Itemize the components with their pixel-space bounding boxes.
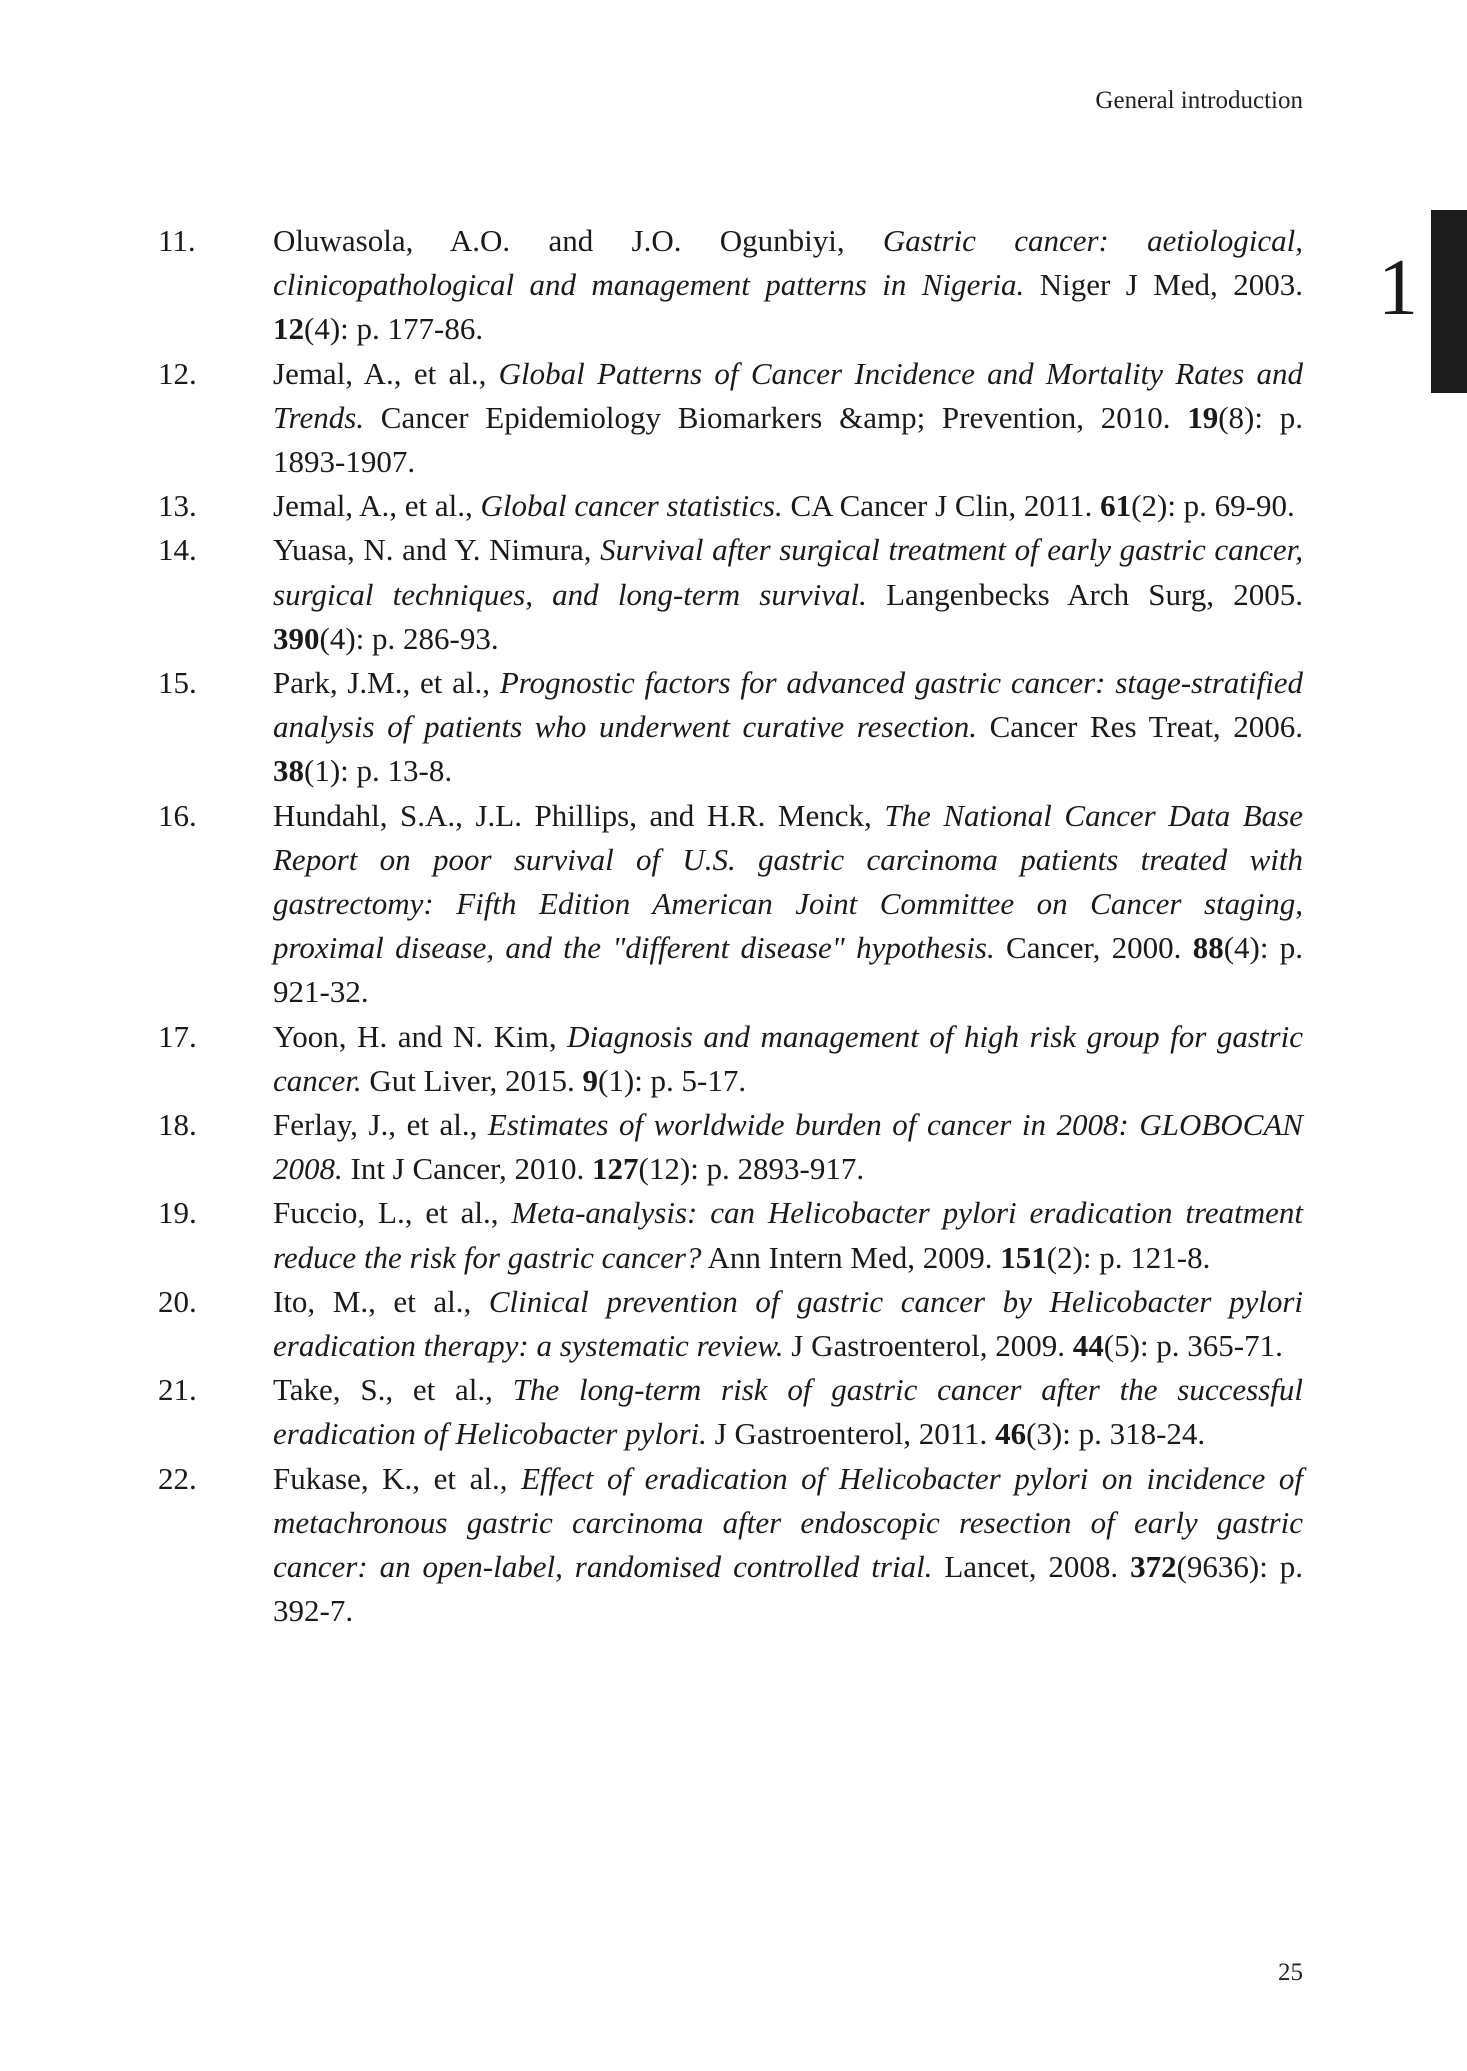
reference-item bbox=[158, 1457, 1303, 1634]
reference-title: Global cancer statistics. bbox=[480, 488, 783, 524]
reference-source: J Gastroenterol, 2011. bbox=[706, 1416, 996, 1452]
reference-volume: 9 bbox=[582, 1062, 599, 1098]
reference-text bbox=[273, 1457, 1303, 1634]
reference-number: 13. bbox=[158, 488, 197, 524]
reference-title: The long-term risk of gastric cancer after the successful eradication of Helicobacter pylori. bbox=[273, 1372, 1303, 1452]
reference-number: 17. bbox=[158, 1018, 197, 1054]
reference-text bbox=[273, 484, 1303, 528]
reference-authors: Fukase, K., et al., bbox=[273, 1460, 522, 1496]
reference-volume: 372 bbox=[1130, 1549, 1177, 1585]
reference-pages: (8): p. 1893-1907. bbox=[273, 399, 1303, 480]
reference-text bbox=[273, 352, 1303, 485]
reference-list bbox=[158, 219, 1303, 1634]
reference-volume: 390 bbox=[273, 620, 320, 656]
reference-authors: Park, J.M., et al., bbox=[273, 665, 500, 701]
reference-pages: (4): p. 286-93. bbox=[319, 620, 499, 656]
reference-volume: 12 bbox=[273, 311, 304, 347]
reference-volume: 38 bbox=[273, 753, 304, 789]
reference-number: 18. bbox=[158, 1107, 197, 1143]
reference-title: Meta-analysis: can Helicobacter pylori eradication treatment reduce the risk for gastric cancer? bbox=[273, 1195, 1303, 1275]
reference-source: Ann Intern Med, 2009. bbox=[701, 1239, 1001, 1275]
reference-number: 15. bbox=[158, 665, 197, 701]
reference-number: 12. bbox=[158, 355, 197, 391]
reference-text bbox=[273, 1368, 1303, 1456]
reference-title: Clinical prevention of gastric cancer by Helicobacter pylori eradication therapy: a systematic review. bbox=[273, 1283, 1303, 1364]
reference-item bbox=[158, 661, 1303, 794]
reference-item bbox=[158, 528, 1303, 661]
reference-pages: (12): p. 2893-917. bbox=[638, 1151, 865, 1187]
reference-source: J Gastroenterol, 2009. bbox=[783, 1328, 1073, 1364]
reference-number: 21. bbox=[158, 1372, 197, 1408]
reference-volume: 44 bbox=[1072, 1328, 1104, 1364]
chapter-tab-marker bbox=[1431, 210, 1467, 393]
reference-authors: Ito, M., et al., bbox=[273, 1283, 489, 1319]
reference-title: Survival after surgical treatment of early gastric cancer, surgical techniques, and long-term survival. bbox=[273, 532, 1303, 612]
reference-title: Global Patterns of Cancer Incidence and Mortality Rates and Trends. bbox=[273, 355, 1303, 435]
reference-pages: (2): p. 69-90. bbox=[1131, 488, 1295, 524]
reference-pages: (4): p. 177-86. bbox=[304, 311, 484, 347]
reference-item bbox=[158, 484, 1303, 528]
reference-item bbox=[158, 1191, 1303, 1279]
reference-pages: (4): p. 921-32. bbox=[273, 930, 1303, 1010]
reference-text bbox=[273, 794, 1303, 1015]
page-number: 25 bbox=[1278, 1959, 1303, 1986]
reference-authors: Ferlay, J., et al., bbox=[273, 1107, 488, 1143]
reference-text bbox=[273, 528, 1303, 661]
reference-number: 16. bbox=[158, 797, 197, 833]
reference-volume: 88 bbox=[1192, 930, 1224, 966]
reference-source: Cancer Res Treat, 2006. bbox=[976, 709, 1303, 745]
reference-item bbox=[158, 1368, 1303, 1456]
reference-source: Niger J Med, 2003. bbox=[1024, 267, 1303, 303]
reference-source: Int J Cancer, 2010. bbox=[342, 1151, 593, 1187]
reference-text bbox=[273, 1280, 1303, 1368]
reference-volume: 46 bbox=[995, 1416, 1027, 1452]
reference-pages: (1): p. 5-17. bbox=[598, 1062, 747, 1098]
reference-title: Prognostic factors for advanced gastric cancer: stage-stratified analysis of patients who underwent curative resection. bbox=[273, 665, 1303, 745]
reference-volume: 61 bbox=[1100, 488, 1132, 524]
reference-source: Langenbecks Arch Surg, 2005. bbox=[866, 576, 1303, 612]
reference-authors: Take, S., et al., bbox=[273, 1372, 513, 1408]
reference-title: The National Cancer Data Base Report on poor survival of U.S. gastric carcinoma patients treated with gastrectomy: Fifth Edition American Joint Committee on Cancer staging, proximal disease, and the "different disease" hypothesis. bbox=[273, 797, 1303, 966]
reference-text bbox=[273, 1191, 1303, 1279]
reference-item bbox=[158, 1103, 1303, 1191]
chapter-number: 1 bbox=[1378, 244, 1418, 332]
reference-authors: Yoon, H. and N. Kim, bbox=[273, 1018, 568, 1054]
reference-pages: (9636): p. 392-7. bbox=[273, 1549, 1304, 1629]
reference-source: Cancer Epidemiology Biomarkers &amp; Prevention, 2010. bbox=[364, 399, 1188, 435]
reference-item bbox=[158, 1015, 1303, 1103]
reference-item bbox=[158, 352, 1303, 485]
reference-authors: Fuccio, L., et al., bbox=[273, 1195, 512, 1231]
reference-source: CA Cancer J Clin, 2011. bbox=[782, 488, 1101, 524]
reference-number: 22. bbox=[158, 1460, 197, 1496]
reference-number: 19. bbox=[158, 1195, 197, 1231]
reference-title: Diagnosis and management of high risk group for gastric cancer. bbox=[273, 1018, 1303, 1098]
reference-source: Gut Liver, 2015. bbox=[361, 1062, 583, 1098]
reference-number: 14. bbox=[158, 532, 197, 568]
reference-item bbox=[158, 219, 1303, 352]
reference-source: Lancet, 2008. bbox=[932, 1549, 1131, 1585]
reference-text bbox=[273, 1103, 1303, 1191]
reference-number: 20. bbox=[158, 1283, 197, 1319]
reference-authors: Yuasa, N. and Y. Nimura, bbox=[273, 532, 601, 568]
reference-number: 11. bbox=[158, 223, 196, 258]
reference-title: Gastric cancer: aetiological, clinicopathological and management patterns in Nigeria. bbox=[273, 223, 1303, 303]
reference-authors: Oluwasola, A.O. and J.O. Ogunbiyi, bbox=[273, 223, 883, 258]
reference-text bbox=[273, 1015, 1303, 1103]
reference-title: Effect of eradication of Helicobacter pylori on incidence of metachronous gastric carcinoma after endoscopic resection of early gastric cancer: an open-label, randomised controlled trial. bbox=[273, 1460, 1303, 1585]
reference-title: Estimates of worldwide burden of cancer in 2008: GLOBOCAN 2008. bbox=[273, 1107, 1303, 1187]
reference-authors: Hundahl, S.A., J.L. Phillips, and H.R. Menck, bbox=[273, 797, 885, 833]
reference-pages: (3): p. 318-24. bbox=[1026, 1416, 1206, 1452]
reference-authors: Jemal, A., et al., bbox=[273, 355, 499, 391]
reference-item bbox=[158, 794, 1303, 1015]
reference-item bbox=[158, 1280, 1303, 1368]
running-head: General introduction bbox=[1095, 87, 1303, 114]
reference-text bbox=[273, 219, 1303, 352]
reference-authors: Jemal, A., et al., bbox=[273, 488, 481, 524]
reference-volume: 127 bbox=[592, 1151, 639, 1187]
reference-volume: 19 bbox=[1187, 399, 1219, 435]
reference-pages: (1): p. 13-8. bbox=[304, 753, 453, 789]
reference-volume: 151 bbox=[1000, 1239, 1047, 1275]
reference-source: Cancer, 2000. bbox=[994, 930, 1193, 966]
reference-text bbox=[273, 661, 1303, 794]
reference-pages: (5): p. 365-71. bbox=[1103, 1328, 1283, 1364]
reference-pages: (2): p. 121-8. bbox=[1046, 1239, 1211, 1275]
